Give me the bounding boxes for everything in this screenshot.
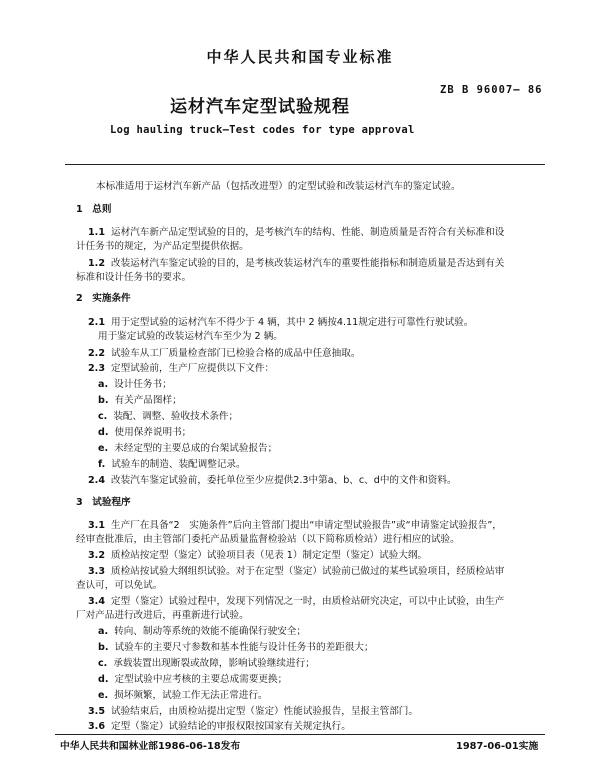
list-label: b. [98,642,109,653]
list-label: f. [98,459,106,470]
para-number: 1.1 [88,227,105,238]
list-text: 有关产品图样； [114,395,182,406]
section-2-heading: 2 实施条件 [76,293,131,304]
para-text: 生产厂在具备“2 实施条件”后向主管部门提出“申请定型试验报告”或“申请鉴定试验报告”， [111,520,502,531]
list-item [98,426,191,440]
list-label: a. [98,379,109,390]
standard-code: ZB B 96007— 86 [440,84,543,96]
list-text: 使用保养说明书； [114,427,192,438]
para-number: 1.2 [88,258,105,269]
para-number: 2.2 [88,348,105,359]
para-text: 用于定型试验的运材汽车不得少于 4 辆，其中 2 辆按4.11规定进行可靠性行驶试验。 [111,317,474,328]
section-3-heading: 3 试验程序 [76,497,131,508]
effective-date: 1987-06-01实施 [456,741,539,752]
para-number: 3.1 [88,520,105,531]
list-text: 设计任务书； [114,379,172,390]
para-number: 3.3 [88,566,105,577]
para-2-4 [88,474,457,488]
list-label: c. [98,411,108,422]
para-1-2 [88,257,504,271]
standard-type-heading: 中华人民共和国专业标准 [206,48,394,66]
footer-divider [55,734,545,735]
para-3-5 [88,705,418,719]
para-2-1 [88,316,473,330]
list-text: 损坏频繁，试验工作无法正常进行。 [114,690,268,701]
para-1-1-cont: 计任务书的规定，为产品定型提供依据。 [76,241,249,252]
list-label: c. [98,658,108,669]
list-text: 试验车的主要尺寸参数和基本性能与设计任务书的差距很大； [114,642,374,653]
para-text: 试验车从工厂质量检查部门已检验合格的成品中任意抽取。 [111,348,361,359]
list-text: 转向、制动等系统的效能不能确保行驶安全； [114,626,306,637]
list-text: 装配、调整、验收技术条件； [113,411,239,422]
list-text: 试验车的制造、装配调整记录。 [111,459,246,470]
para-3-4 [88,595,504,609]
para-number: 2.1 [88,317,105,328]
para-text: 改装汽车鉴定试验前，委托单位至少应提供2.3中第a、b、c、d中的文件和资料。 [111,475,457,486]
para-1-1 [88,226,504,240]
list-item [98,673,287,687]
list-item [98,657,315,671]
para-2-3 [88,362,274,376]
para-3-3 [88,565,504,579]
para-text: 定型试验前，生产厂应提供以下文件： [111,363,275,374]
para-number: 3.4 [88,596,105,607]
list-item [98,689,268,703]
list-label: a. [98,626,109,637]
intro-paragraph: 本标准适用于运材汽车新产品（包括改进型）的定型试验和改装运材汽车的鉴定试验。 [96,181,461,192]
para-number: 3.5 [88,706,105,717]
list-item [98,394,182,408]
list-text: 未经定型的主要总成的台架试验报告； [114,443,278,454]
list-label: e. [98,690,109,701]
para-text: 试验结束后，由质检站提出定型（鉴定）性能试验报告，呈报主管部门。 [111,706,418,717]
para-2-2 [88,347,360,361]
para-text: 改装运材汽车鉴定试验的目的，是考核改装运材汽车的重要性能指标和制造质量是否达到有关 [111,258,505,269]
para-3-4-cont: 厂对产品进行改进后，再重新进行试验。 [76,610,249,621]
para-text: 运材汽车新产品定型试验的目的，是考核汽车的结构、性能、制造质量是否符合有关标准和设 [111,227,505,238]
para-1-2-cont: 标准和设计任务书的要求。 [76,272,192,283]
para-3-3-cont: 查认可，可以免试。 [76,580,163,591]
list-text: 承载装置出现断裂或故障，影响试验继续进行； [113,658,315,669]
para-number: 3.6 [88,721,105,732]
list-item [98,410,238,424]
list-item [98,442,277,456]
para-3-6 [88,720,351,734]
para-text: 定型（鉴定）试验过程中，发现下列情况之一时，由质检站研究决定，可以中止试验，由生产 [111,596,505,607]
para-number: 2.4 [88,475,105,486]
para-text: 质检站按定型（鉴定）试验项目表（见表 1）制定定型（鉴定）试验大纲。 [111,550,428,561]
list-item [98,458,246,472]
document-title-en: Log hauling truck—Test codes for type approval [110,124,415,136]
list-label: d. [98,674,109,685]
list-label: b. [98,395,109,406]
para-number: 2.3 [88,363,105,374]
list-item [98,625,306,639]
issued-date: 中华人民共和国林业部1986-06-18发布 [60,741,241,752]
para-3-1 [88,519,502,533]
para-3-1-cont: 经审查批准后，由主管部门委托产品质量监督检验站（以下简称质检站）进行相应的试验。 [76,534,460,545]
header-divider [65,164,545,165]
list-item [98,641,374,655]
para-text: 质检站按试验大纲组织试验。对于在定型（鉴定）试验前已做过的某些试验项目，经质检站审 [111,566,505,577]
document-title-cn: 运材汽车定型试验规程 [170,97,350,117]
para-text: 定型（鉴定）试验结论的审报权限按国家有关规定执行。 [111,721,351,732]
list-label: e. [98,443,109,454]
list-item [98,378,172,392]
list-label: d. [98,427,109,438]
para-3-2 [88,549,427,563]
para-2-1-cont: 用于鉴定试验的改装运材汽车至少为 2 辆。 [98,331,283,342]
section-1-heading: 1 总则 [76,204,112,215]
list-text: 定型试验中应考核的主要总成需要更换； [114,674,288,685]
para-number: 3.2 [88,550,105,561]
